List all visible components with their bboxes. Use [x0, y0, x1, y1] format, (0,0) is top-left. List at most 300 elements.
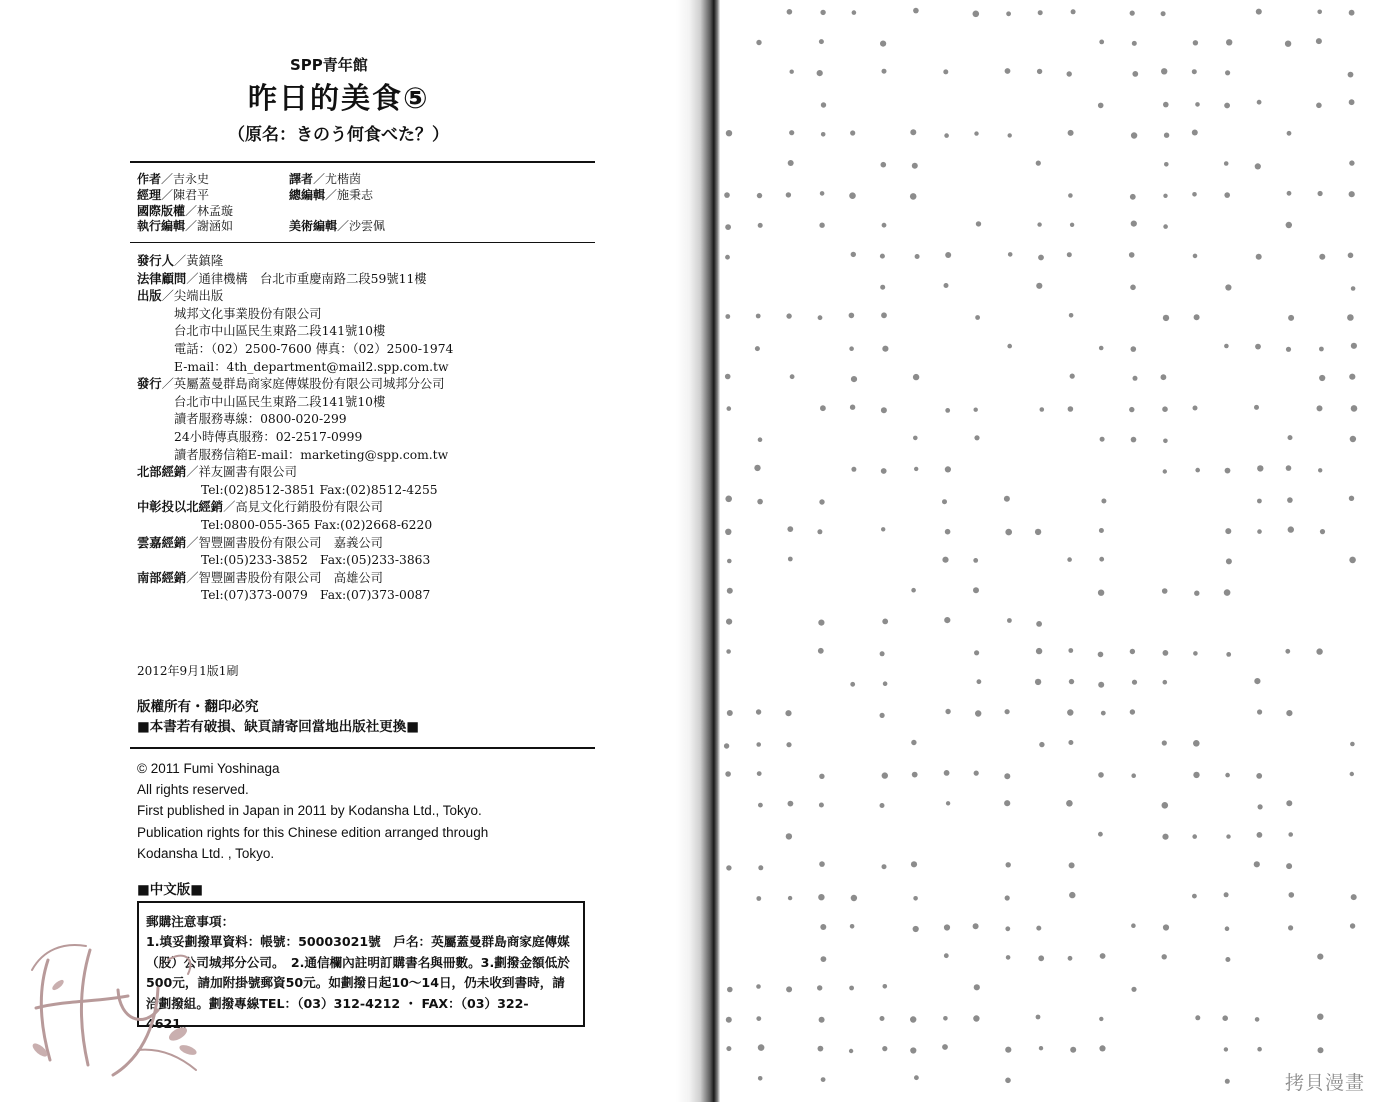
- dot: [1161, 374, 1167, 380]
- dot: [851, 895, 857, 901]
- dot: [756, 984, 761, 989]
- dot: [758, 1076, 763, 1081]
- dot: [1163, 439, 1168, 444]
- dot: [817, 985, 822, 990]
- dot: [849, 192, 856, 199]
- dot: [756, 314, 761, 319]
- dot: [818, 648, 824, 654]
- dot: [726, 1017, 732, 1023]
- dot: [944, 770, 950, 776]
- hy-watermark-logo: [28, 930, 203, 1080]
- book-title: 昨日的美食⑤: [248, 81, 430, 115]
- dot: [727, 710, 733, 716]
- dot: [1255, 344, 1261, 350]
- dot: [974, 435, 979, 440]
- dot: [786, 742, 791, 747]
- dot: [913, 926, 919, 932]
- dot: [786, 192, 791, 197]
- dot: [758, 803, 763, 808]
- dot: [724, 192, 730, 198]
- dot: [1350, 436, 1356, 442]
- dot: [1192, 192, 1197, 197]
- dot: [818, 620, 824, 626]
- dot: [1286, 863, 1292, 869]
- dot: [757, 193, 762, 198]
- dot: [1288, 526, 1294, 532]
- dot: [788, 160, 794, 166]
- dot: [976, 221, 981, 226]
- dot: [1005, 895, 1010, 900]
- dot: [1349, 160, 1354, 165]
- dot: [1130, 194, 1136, 200]
- dot: [1099, 346, 1104, 351]
- dot: [1070, 223, 1074, 227]
- publishing-line: 城邦文化事業股份有限公司: [174, 306, 322, 321]
- publishing-line: 法律顧問／通律機構 台北市重慶南路二段59號11樓: [137, 271, 427, 286]
- publishing-line: Tel:(02)8512-3851 Fax:(02)8512-4255: [201, 482, 438, 497]
- dot: [910, 1016, 916, 1022]
- dot: [754, 465, 760, 471]
- publishing-line: Tel:(07)373-0079 Fax:(07)373-0087: [201, 588, 431, 603]
- dot: [913, 896, 918, 901]
- dot: [1192, 69, 1197, 74]
- dot: [1037, 222, 1041, 226]
- dot: [1099, 1045, 1105, 1051]
- dot: [1007, 618, 1012, 623]
- dot: [1349, 557, 1356, 564]
- divider-top: [130, 161, 595, 163]
- publishing-line: 出版／尖端出版: [137, 289, 224, 304]
- dot: [911, 588, 916, 593]
- copyright-line: © 2011 Fumi Yoshinaga: [137, 761, 280, 776]
- credit-rights: 國際版權／林孟璇: [137, 204, 234, 218]
- dot: [725, 771, 731, 777]
- dot: [756, 40, 761, 45]
- dot: [912, 772, 918, 778]
- dot: [1257, 832, 1263, 838]
- dot: [820, 191, 825, 196]
- dot: [1008, 252, 1013, 257]
- dot: [1161, 68, 1167, 74]
- dot: [818, 315, 823, 320]
- dot: [1069, 862, 1075, 868]
- dot: [1225, 70, 1230, 75]
- dot: [1317, 1014, 1323, 1020]
- dot: [1070, 1047, 1076, 1053]
- dot: [977, 679, 982, 684]
- dot: [1226, 834, 1230, 838]
- dot: [1318, 1047, 1324, 1053]
- publishing-line: Tel:0800-055-365 Fax:(02)2668-6220: [201, 517, 433, 532]
- dot: [913, 374, 919, 380]
- dot: [880, 41, 886, 47]
- dot: [882, 346, 888, 352]
- dot: [1132, 680, 1137, 685]
- dot: [727, 406, 732, 411]
- dot: [973, 11, 980, 18]
- dot: [880, 1016, 885, 1021]
- dot: [1131, 923, 1136, 928]
- dot: [973, 923, 979, 929]
- divider-credits: [130, 242, 595, 243]
- dot: [1350, 742, 1355, 747]
- dot: [974, 131, 978, 135]
- dot: [881, 312, 887, 318]
- dot: [850, 682, 855, 687]
- dot: [1098, 652, 1104, 658]
- dot: [1255, 163, 1261, 169]
- dot: [1006, 862, 1011, 867]
- dot: [1036, 621, 1042, 627]
- dot: [1132, 71, 1138, 77]
- dot: [1162, 802, 1169, 809]
- dot: [1193, 651, 1198, 656]
- dot: [1318, 191, 1323, 196]
- publishing-line: E-mail：4th_department@mail2.spp.com.tw: [174, 359, 449, 374]
- dot: [1193, 406, 1198, 411]
- dot: [1224, 589, 1231, 596]
- dot: [1099, 528, 1104, 533]
- dot: [944, 617, 950, 623]
- dot: [1319, 375, 1325, 381]
- publishing-info: [137, 253, 453, 605]
- rights-line-1: 版權所有・翻印必究: [137, 699, 259, 715]
- dot: [1037, 69, 1042, 74]
- dot: [880, 713, 885, 718]
- dot: [1225, 284, 1231, 290]
- dot: [1131, 346, 1137, 352]
- dot: [1068, 130, 1074, 136]
- dot: [882, 69, 887, 74]
- dot: [1035, 679, 1041, 685]
- dot: [1347, 314, 1354, 321]
- dot: [788, 801, 794, 807]
- dot: [1318, 468, 1322, 472]
- dot: [1349, 10, 1355, 16]
- dot: [819, 499, 824, 504]
- dot: [974, 650, 979, 655]
- credit-exec-editor: 執行編輯／謝涵如: [137, 219, 234, 233]
- dot: [820, 405, 826, 411]
- credit-chief-editor: 總編輯／施秉志: [289, 188, 374, 202]
- dot: [880, 254, 885, 259]
- dot: [727, 559, 732, 564]
- dot: [911, 861, 917, 867]
- dot: [757, 771, 762, 776]
- dot: [944, 283, 949, 288]
- dot: [883, 984, 888, 989]
- dot: [1039, 742, 1044, 747]
- dot: [1225, 773, 1230, 778]
- dot: [725, 529, 731, 535]
- dot: [1163, 680, 1168, 685]
- credit-translator: 譯者／尤楷茵: [289, 172, 362, 186]
- dot: [758, 223, 763, 228]
- dot: [914, 1075, 919, 1080]
- dot: [726, 649, 731, 654]
- dot: [1099, 1017, 1103, 1021]
- dot: [1129, 252, 1135, 258]
- dot: [1286, 347, 1291, 352]
- dot: [851, 376, 857, 382]
- dot: [726, 1046, 731, 1051]
- dot: [727, 588, 733, 594]
- dot: [785, 710, 791, 716]
- dot: [819, 1017, 825, 1023]
- dot: [945, 466, 951, 472]
- dot: [945, 408, 950, 413]
- dot: [821, 102, 826, 107]
- dot: [821, 1077, 826, 1082]
- series-name: SPP青年館: [290, 56, 368, 74]
- dot: [849, 986, 854, 991]
- notice-body: 1.填妥劃撥單資料：帳號：50003021號 戶名：英屬蓋曼群島商家庭傳媒（股）公司城邦分公司。 2.通信欄內註明訂購書名與冊數。3.劃撥金額低於500元，請加附掛號郵資50元。如劃撥日起10～14日，仍未收到書時，請洽劃撥組。劃撥專線TEL：（03）312-4212 ・ FAX：（03）322-4621。: [146, 934, 570, 1032]
- publishing-line: Tel:(05)233-3852 Fax:(05)233-3863: [201, 553, 431, 568]
- dot: [1005, 529, 1012, 536]
- dot: [1004, 773, 1010, 779]
- dot: [1069, 679, 1074, 684]
- dot: [942, 557, 948, 563]
- dot: [756, 1016, 761, 1021]
- dot: [1163, 650, 1169, 656]
- publishing-line: 讀者服務專線：0800-020-299: [174, 412, 347, 427]
- dot: [1193, 40, 1198, 45]
- dot: [910, 129, 916, 135]
- dot: [789, 130, 794, 135]
- dot: [1007, 344, 1012, 349]
- dot: [975, 315, 980, 320]
- dot: [755, 346, 760, 351]
- dot: [913, 436, 918, 441]
- dot: [1131, 221, 1137, 227]
- dot: [1224, 161, 1229, 166]
- dot: [1071, 9, 1076, 14]
- dot: [1101, 711, 1106, 716]
- dot: [1193, 254, 1198, 259]
- dot: [880, 651, 885, 656]
- site-watermark-text: 拷貝漫畫: [1285, 1072, 1366, 1094]
- dot: [788, 896, 792, 900]
- dot: [882, 1046, 887, 1051]
- publishing-line: 24小時傳真服務：02-2517-0999: [174, 429, 363, 444]
- dot: [1008, 133, 1012, 137]
- dot: [1349, 374, 1355, 380]
- dot: [819, 223, 824, 228]
- rights-notice: [137, 697, 419, 737]
- dot: [1257, 529, 1262, 534]
- dot: [1254, 678, 1260, 684]
- chinese-edition-label: ■中文版■: [137, 882, 204, 898]
- dot: [1257, 709, 1262, 714]
- dot: [1349, 496, 1354, 501]
- dot: [849, 313, 855, 319]
- publishing-line: 台北市中山區民生東路二段141號10樓: [174, 394, 386, 409]
- copyright-block: [137, 758, 488, 864]
- publishing-line: 南部經銷／智豐圖書股份有限公司 高雄公司: [137, 570, 383, 585]
- dot: [1131, 437, 1137, 443]
- dot: [851, 467, 856, 472]
- dot: [1257, 100, 1262, 105]
- dot: [1258, 804, 1263, 809]
- dot: [849, 346, 854, 351]
- dot: [1286, 465, 1292, 471]
- dot: [786, 313, 791, 318]
- dot: [1288, 435, 1293, 440]
- dot: [758, 437, 763, 442]
- dot: [1132, 41, 1137, 46]
- dot: [726, 130, 732, 136]
- dot: [1068, 956, 1073, 961]
- dot: [1256, 773, 1262, 779]
- dot: [788, 557, 793, 562]
- dot: [757, 499, 763, 505]
- dot: [725, 255, 730, 260]
- dot: [1005, 926, 1010, 931]
- dot: [1067, 252, 1072, 257]
- dot: [1161, 11, 1166, 16]
- dot: [881, 407, 887, 413]
- dot: [758, 865, 763, 870]
- dot: [1005, 1078, 1011, 1084]
- dot: [1285, 41, 1291, 47]
- dot: [1193, 772, 1199, 778]
- publishing-line: 雲嘉經銷／智豐圖書股份有限公司 嘉義公司: [137, 535, 383, 550]
- dot: [974, 984, 980, 990]
- dot: [851, 252, 856, 257]
- dot: [850, 405, 855, 410]
- dot: [725, 314, 730, 319]
- dot: [1316, 38, 1322, 44]
- dot: [1319, 254, 1325, 260]
- dot: [1067, 71, 1072, 76]
- dot: [912, 163, 918, 169]
- dot: [882, 619, 888, 625]
- dot: [1192, 894, 1197, 899]
- dot: [1005, 1047, 1011, 1053]
- dot: [1163, 102, 1169, 108]
- dot: [787, 9, 793, 15]
- dot: [1286, 222, 1292, 228]
- dot: [942, 499, 947, 504]
- dot: [1039, 1046, 1043, 1050]
- dot: [881, 162, 887, 168]
- dot: [819, 774, 824, 779]
- dot: [790, 70, 794, 74]
- dot: [1068, 740, 1073, 745]
- dot: [1066, 800, 1073, 807]
- dot: [1288, 315, 1294, 321]
- dot: [1036, 926, 1041, 931]
- dot: [1225, 1079, 1230, 1084]
- dot: [1131, 987, 1136, 992]
- dot: [880, 803, 885, 808]
- dot: [1131, 773, 1136, 778]
- dot: [1350, 772, 1354, 776]
- dot: [1038, 255, 1044, 261]
- dot: [1316, 648, 1322, 654]
- dot: [1351, 343, 1357, 349]
- dot: [1287, 497, 1293, 503]
- dot: [1133, 376, 1138, 381]
- dot: [1317, 405, 1323, 411]
- dot: [1225, 528, 1231, 534]
- dot: [1035, 529, 1041, 535]
- dot: [1130, 11, 1135, 16]
- dot: [1192, 834, 1197, 839]
- dot: [756, 709, 761, 714]
- dot: [1317, 954, 1323, 960]
- dot: [1068, 193, 1073, 198]
- dot: [1067, 557, 1072, 562]
- dot: [1038, 955, 1044, 961]
- dot: [1164, 133, 1169, 138]
- dot: [1069, 892, 1075, 898]
- dot: [1225, 957, 1230, 962]
- publishing-line: 發行／英屬蓋曼群島商家庭傳媒股份有限公司城邦分公司: [137, 377, 445, 392]
- dot: [945, 529, 951, 535]
- copyright-line: First published in Japan in 2011 by Kodansha Ltd., Tokyo.: [137, 803, 482, 819]
- dot: [1348, 72, 1354, 78]
- dot: [1225, 926, 1230, 931]
- dot: [850, 130, 855, 135]
- dot: [1351, 894, 1357, 900]
- dot: [910, 193, 917, 200]
- copyright-line: Kodansha Ltd. , Tokyo.: [137, 845, 275, 861]
- dot: [944, 133, 949, 138]
- dot: [943, 1016, 948, 1021]
- dot: [883, 681, 888, 686]
- publishing-line: 讀者服務信箱E-mail：marketing@spp.com.tw: [174, 447, 449, 462]
- dot: [1288, 832, 1293, 837]
- dot: [1287, 131, 1292, 136]
- dot: [1099, 557, 1104, 562]
- dot: [725, 496, 732, 503]
- dot: [1351, 405, 1358, 412]
- dot: [1070, 374, 1075, 379]
- dot: [1036, 283, 1042, 289]
- dot: [1195, 102, 1200, 107]
- dot: [973, 558, 978, 563]
- rights-line-2: ■本書若有破損、缺頁請寄回當地出版社更換■: [137, 719, 420, 735]
- dot: [1257, 499, 1262, 504]
- dot: [1256, 9, 1262, 15]
- dot: [1036, 161, 1041, 166]
- dot: [943, 69, 948, 74]
- mail-order-notice: [137, 901, 585, 1032]
- dot-pattern: [720, 0, 1397, 1102]
- dot: [1286, 710, 1292, 716]
- dot: [1350, 923, 1355, 928]
- dot: [1006, 11, 1011, 16]
- dot: [1286, 800, 1292, 806]
- dot: [975, 710, 981, 716]
- dot: [756, 896, 761, 901]
- original-title: （原名：きのう何食べた？）: [228, 125, 449, 145]
- dot: [1319, 347, 1324, 352]
- dot: [756, 742, 761, 747]
- dot: [1224, 344, 1229, 349]
- dot: [882, 772, 888, 778]
- dot: [1226, 558, 1232, 564]
- dot: [1194, 314, 1200, 320]
- dot: [820, 924, 826, 930]
- dot: [1098, 772, 1104, 778]
- dot: [1254, 405, 1259, 410]
- publishing-line: 中彰投以北經銷／高見文化行銷股份有限公司: [137, 500, 383, 515]
- dot: [1130, 709, 1135, 714]
- dot: [1348, 253, 1354, 259]
- dot: [850, 924, 855, 929]
